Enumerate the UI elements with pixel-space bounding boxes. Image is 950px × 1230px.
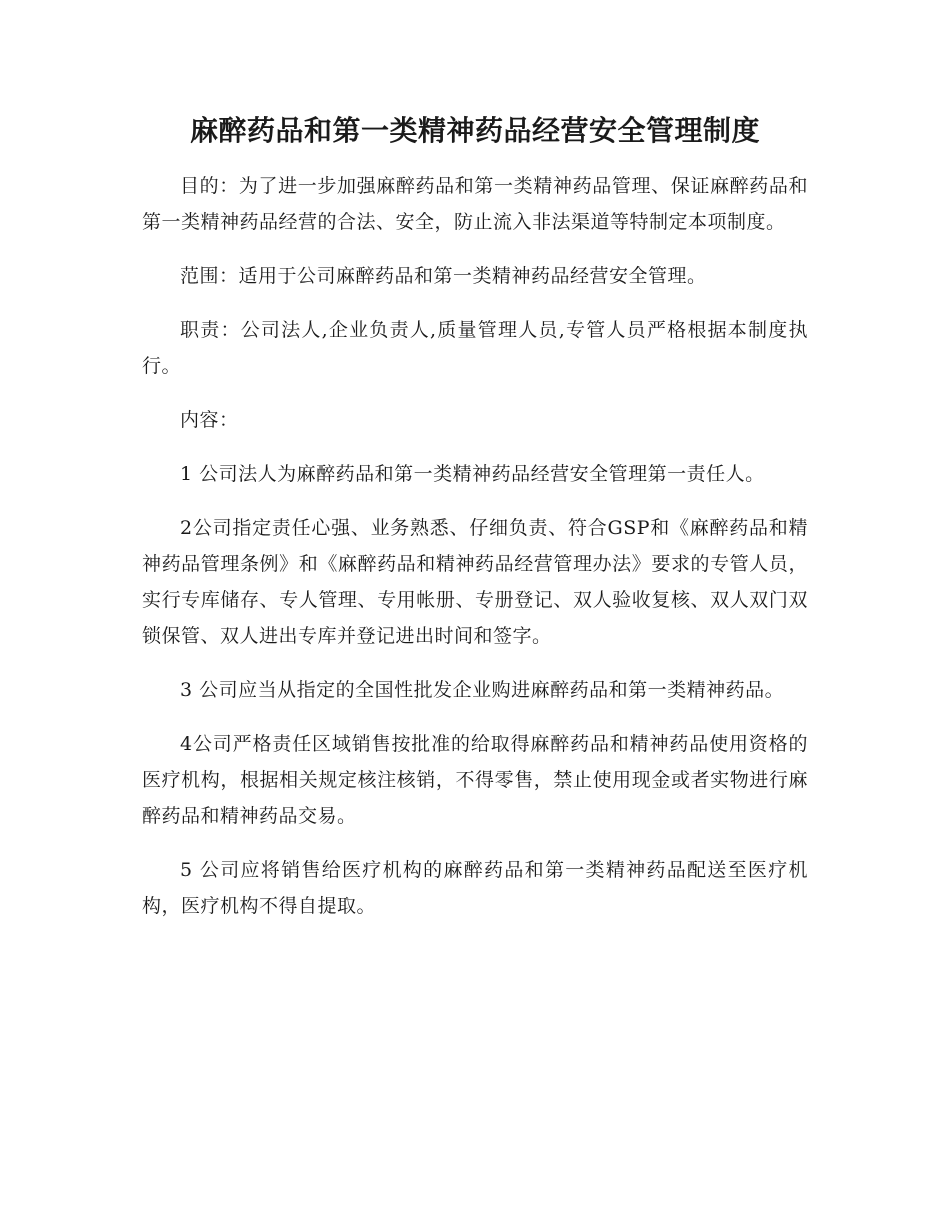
paragraph-item-3: 3 公司应当从指定的全国性批发企业购进麻醉药品和第一类精神药品。 bbox=[180, 679, 785, 701]
paragraph-purpose: 目的：为了进一步加强麻醉药品和第一类精神药品管理、保证麻醉药品和第一类精神药品经营的合法、安全，防止流入非法渠道等特制定本项制度。 bbox=[142, 175, 808, 233]
paragraph-responsibility: 职责：公司法人,企业负责人,质量管理人员,专管人员严格根据本制度执行。 bbox=[142, 319, 808, 377]
document-title: 麻醉药品和第一类精神药品经营安全管理制度 bbox=[189, 114, 760, 147]
paragraph-item-5: 5 公司应将销售给医疗机构的麻醉药品和第一类精神药品配送至医疗机构，医疗机构不得自提取。 bbox=[142, 859, 808, 917]
paragraph-item-4: 4公司严格责任区域销售按批准的给取得麻醉药品和精神药品使用资格的医疗机构，根据相关规定核注核销，不得零售，禁止使用现金或者实物进行麻醉药品和精神药品交易。 bbox=[142, 733, 808, 827]
document-body bbox=[142, 168, 808, 942]
paragraph-item-2: 2公司指定责任心强、业务熟悉、仔细负责、符合GSP和《麻醉药品和精神药品管理条例》和《麻醉药品和精神药品经营管理办法》要求的专管人员，实行专库储存、专人管理、专用帐册、专册登记、双人验收复核、双人双门双锁保管、双人进出专库并登记进出时间和签字。 bbox=[142, 517, 808, 647]
paragraph-content-heading: 内容： bbox=[180, 409, 239, 431]
paragraph-scope: 范围：适用于公司麻醉药品和第一类精神药品经营安全管理。 bbox=[180, 265, 707, 287]
paragraph-item-1: 1 公司法人为麻醉药品和第一类精神药品经营安全管理第一责任人。 bbox=[180, 463, 765, 485]
